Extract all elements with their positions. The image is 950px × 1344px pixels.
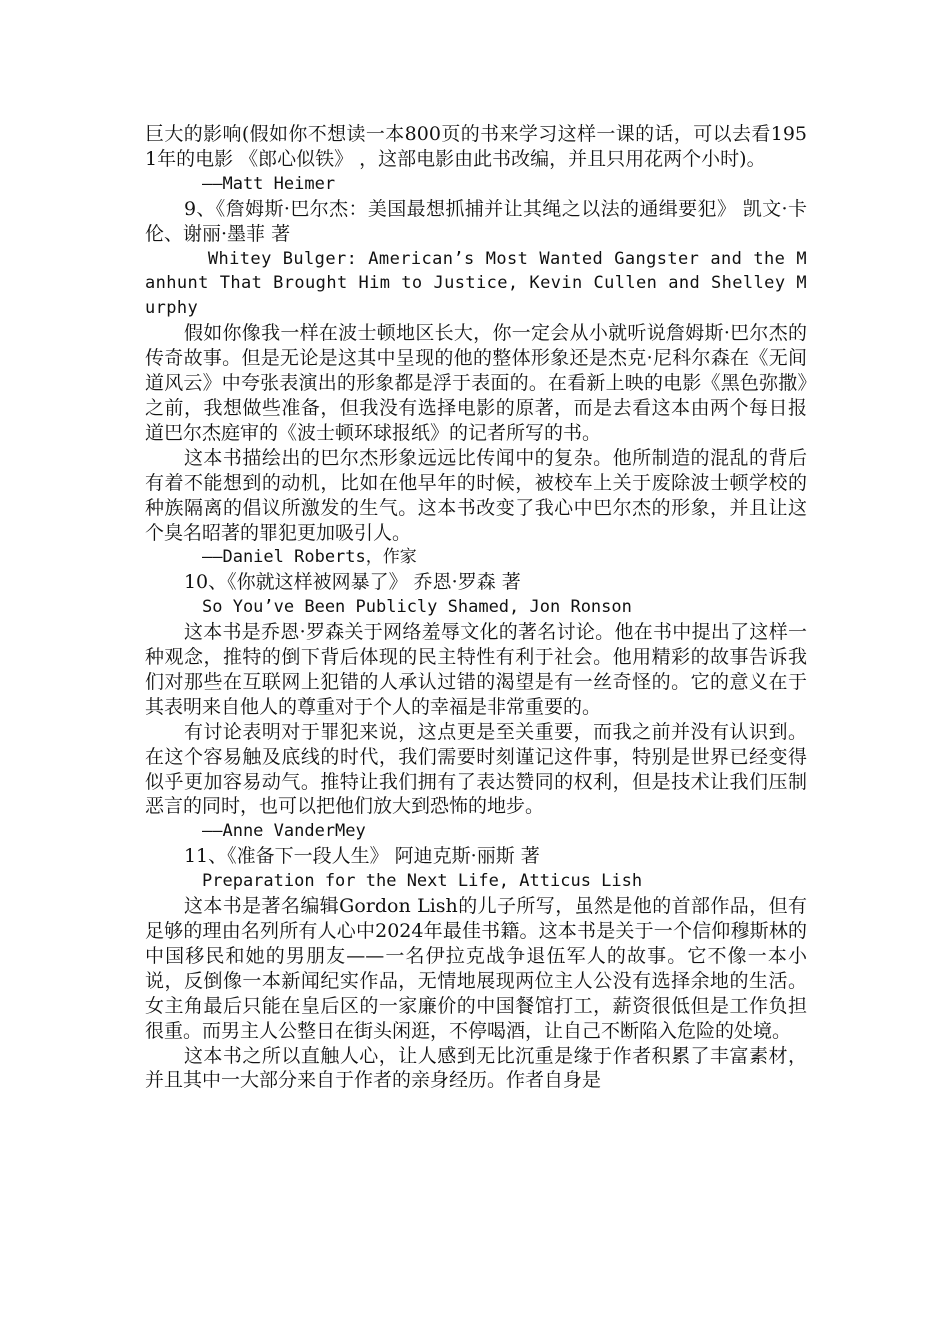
book-11-title: 11、《准备下一段人生》 阿迪克斯·丽斯 著 xyxy=(183,845,540,868)
book-9-paragraph-1: 假如你像我一样在波士顿地区长大，你一定会从小就听说詹姆斯·巴尔杰的传奇故事。但是无论是这其中呈现的他的整体形象还是杰克·尼科尔森在《无间道风云》中夸张表演出的形象都是浮于表面的。在看新上映的电影《黑色弥撒》之前，我想做些准备，但我没有选择电影的原著，而是去看这本由两个每日报道巴尔杰庭审的《波士顿环球报纸》的记者所写的书。 xyxy=(145,322,807,444)
book-10-paragraph-2: 有讨论表明对于罪犯来说，这点更是至关重要，而我之前并没有认识到。在这个容易触及底线的时代，我们需要时刻谨记这件事，特别是世界已经变得似乎更加容易动气。推特让我们拥有了表达赞同的权利，但是技术让我们压制恶言的同时，也可以把他们放大到恐怖的地步。 xyxy=(145,720,807,818)
intro-paragraph: 巨大的影响(假如你不想读一本800页的书来学习这样一课的话，可以去看1951年的电影 《郎心似铁》 ，这部电影由此书改编，并且只用花两个小时)。 xyxy=(145,123,807,170)
book-10-title: 10、《你就这样被网暴了》 乔恩·罗森 著 xyxy=(183,571,521,594)
book-10-paragraph-1: 这本书是乔恩·罗森关于网络羞辱文化的著名讨论。他在书中提出了这样一种观念，推特的倒下背后体现的民主特性有利于社会。他用精彩的故事告诉我们对那些在互联网上犯错的人承认过错的渴望是有一丝奇怪的。它的意义在于其表明来自他人的尊重对于个人的幸福是非常重要的。 xyxy=(145,621,807,718)
book-10-english-title: So You’ve Been Publicly Shamed, Jon Ronson xyxy=(202,597,632,618)
signature-daniel-roberts: ——Daniel Roberts，作家 xyxy=(202,547,417,568)
book-11-paragraph-1: 这本书是著名编辑Gordon Lish的儿子所写，虽然是他的首部作品，但有足够的理由名列所有人心中2024年最佳书籍。这本书是关于一个信仰穆斯林的中国移民和她的男朋友——一名伊拉克战争退伍军人的故事。它不像一本小说，反倒像一本新闻纪实作品，无情地展现两位主人公没有选择余地的生活。女主角最后只能在皇后区的一家廉价的中国餐馆打工，薪资很低但是工作负担很重。而男主人公整日在街头闲逛，不停喝酒，让自己不断陷入危险的处境。 xyxy=(145,895,807,1042)
book-9-paragraph-2: 这本书描绘出的巴尔杰形象远远比传闻中的复杂。他所制造的混乱的背后有着不能想到的动机，比如在他早年的时候，被校车上关于废除波士顿学校的种族隔离的倡议所激发的生气。这本书改变了我心中巴尔杰的形象，并且让这个臭名昭著的罪犯更加吸引人。 xyxy=(145,446,807,544)
book-9-english-title: Whitey Bulger: American’s Most Wanted Gangster and the Manhunt That Brought Him to Justice, Kevin Cullen and Shelley Murphy xyxy=(145,248,807,319)
book-11-paragraph-2: 这本书之所以直触人心，让人感到无比沉重是缘于作者积累了丰富素材，并且其中一大部分来自于作者的亲身经历。作者自身是 xyxy=(145,1044,807,1092)
document-page xyxy=(145,122,807,1093)
signature-matt-heimer: ——Matt Heimer xyxy=(202,173,336,194)
book-11-english-title: Preparation for the Next Life, Atticus Lish xyxy=(202,871,643,892)
signature-anne-vandermey: ——Anne VanderMey xyxy=(202,821,366,842)
book-9-title: 9、《詹姆斯·巴尔杰：美国最想抓捕并让其绳之以法的通缉要犯》 凯文·卡伦、谢丽·墨菲 著 xyxy=(145,197,807,245)
